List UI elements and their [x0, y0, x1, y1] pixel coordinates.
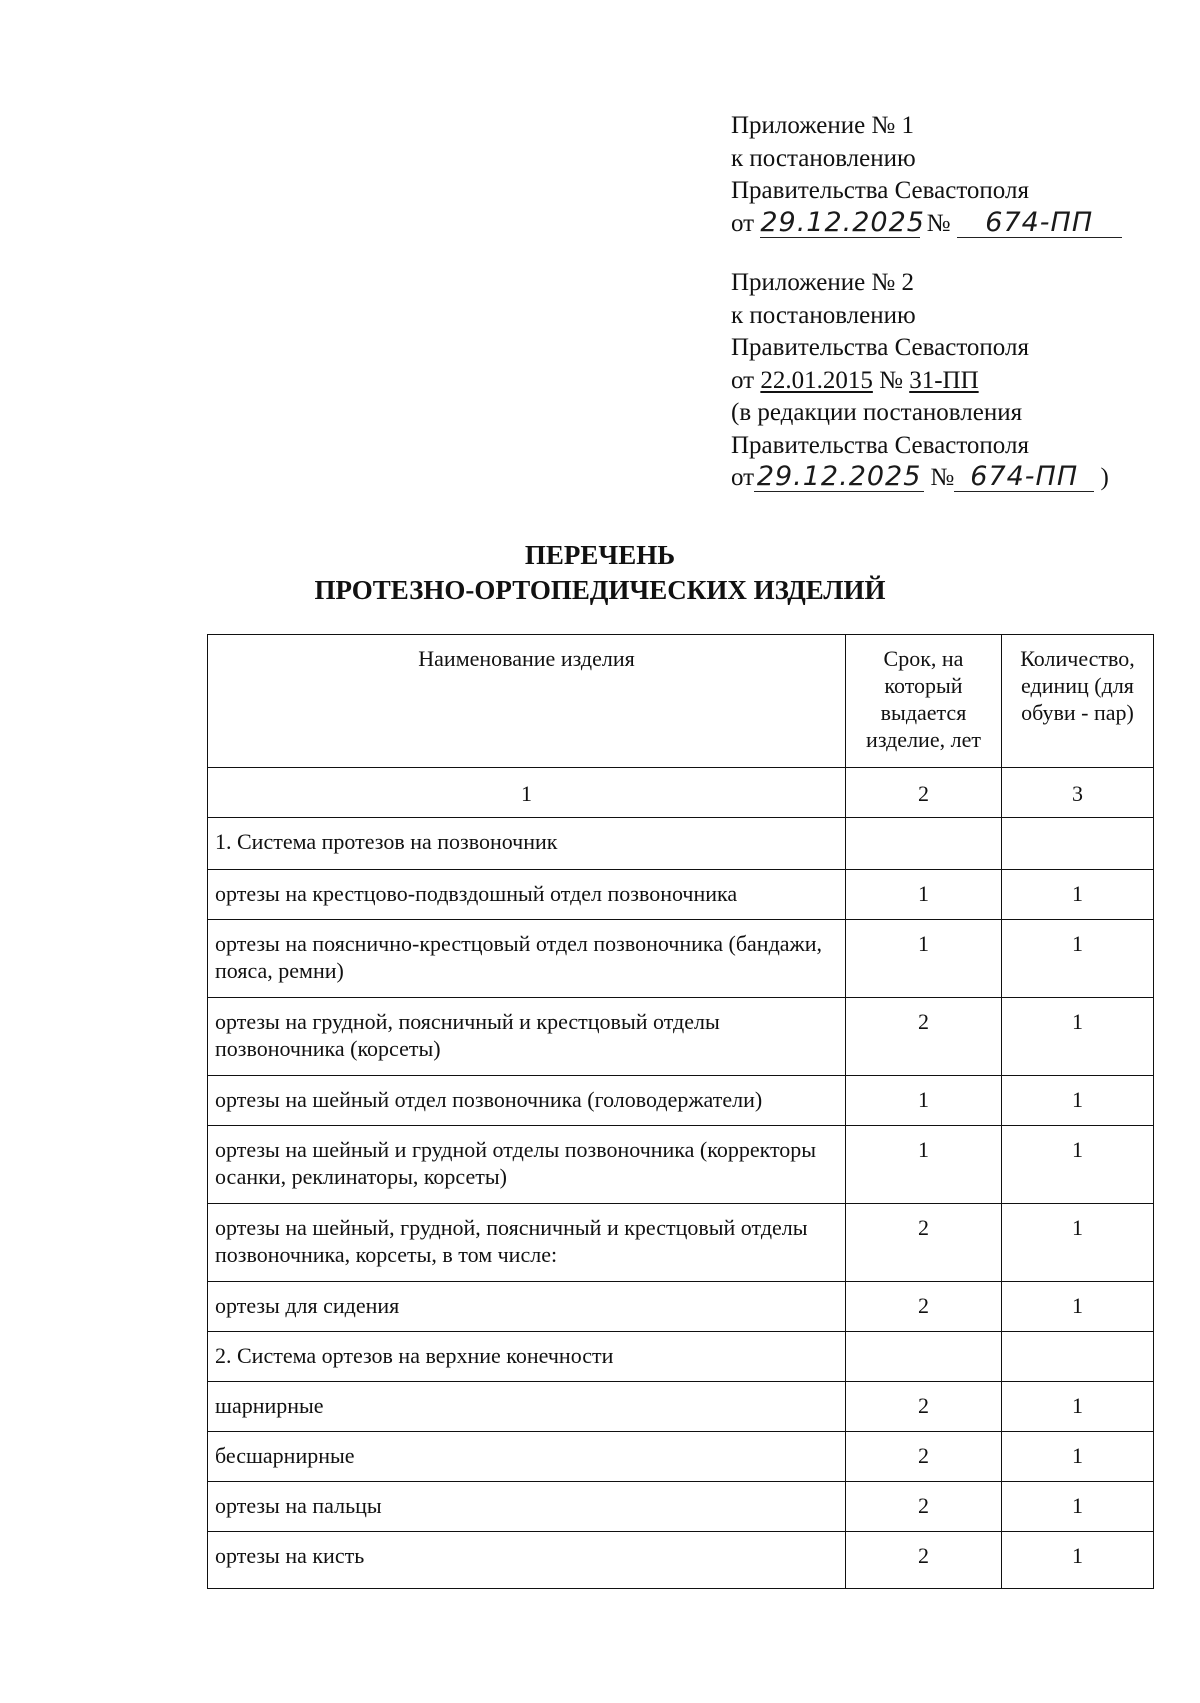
column-number-3: 3 — [1002, 768, 1154, 818]
quantity-cell: 1 — [1002, 1532, 1154, 1589]
appendix-2-original-number: 31-ПП — [909, 366, 979, 394]
appendix-2-handwritten-date: 29.12.2025 — [754, 463, 924, 492]
quantity-cell: 1 — [1002, 870, 1154, 920]
term-cell: 2 — [846, 1204, 1002, 1282]
appendix-2-edition-from-label: от — [731, 464, 755, 491]
appendix-1-to-resolution: к постановлению — [731, 144, 916, 172]
table-row — [208, 1282, 1154, 1332]
product-name-cell: 1. Система протезов на позвоночник — [208, 818, 846, 870]
table-row — [208, 870, 1154, 920]
appendix-2-from-label: от — [731, 366, 755, 394]
table-header-row — [208, 635, 1154, 768]
table-row — [208, 1204, 1154, 1282]
appendix-2-government: Правительства Севастополя — [731, 334, 1029, 361]
quantity-cell: 1 — [1002, 998, 1154, 1076]
appendix-2-handwritten-number: 674-ПП — [954, 463, 1094, 492]
appendix-2-original-date: 22.01.2015 — [760, 366, 873, 394]
column-number-2: 2 — [846, 768, 1002, 818]
appendix-2-edition-date-line — [731, 462, 1151, 495]
product-name-cell: 2. Система ортезов на верхние конечности — [208, 1332, 846, 1382]
document-subtitle: ПРОТЕЗНО-ОРТОПЕДИЧЕСКИХ ИЗДЕЛИЙ — [314, 575, 886, 605]
header-term: Срок, на который выдается изделие, лет — [846, 635, 1002, 768]
product-name-cell: ортезы на пояснично-крестцовый отдел позвоночника (бандажи, пояса, ремни) — [208, 920, 846, 998]
header-product-name: Наименование изделия — [208, 635, 846, 768]
appendix-2-block — [731, 267, 1151, 495]
appendix-2-original-date-line — [731, 365, 1151, 398]
table-row — [208, 1382, 1154, 1432]
appendix-1-block — [731, 110, 1151, 240]
term-cell: 2 — [846, 998, 1002, 1076]
quantity-cell: 1 — [1002, 920, 1154, 998]
appendix-1-handwritten-number: 674-ПП — [957, 209, 1122, 238]
quantity-cell: 1 — [1002, 1482, 1154, 1532]
appendix-2-edition-number-label: № — [930, 464, 955, 491]
appendix-2-to-resolution: к постановлению — [731, 301, 916, 329]
term-cell: 2 — [846, 1482, 1002, 1532]
product-name-cell: ортезы на шейный отдел позвоночника (головодержатели) — [208, 1076, 846, 1126]
table-row — [208, 1126, 1154, 1204]
appendix-1-date-line — [731, 208, 1151, 241]
appendix-1-government: Правительства Севастополя — [731, 177, 1029, 204]
product-name-cell: шарнирные — [208, 1382, 846, 1432]
document-title: ПЕРЕЧЕНЬ — [524, 540, 676, 570]
product-name-cell: ортезы на грудной, поясничный и крестцовый отделы позвоночника (корсеты) — [208, 998, 846, 1076]
table-row — [208, 1332, 1154, 1382]
column-number-1: 1 — [208, 768, 846, 818]
appendix-2-heading: Приложение № 2 — [731, 269, 915, 296]
appendix-2-edition-note: (в редакции постановления — [731, 399, 1023, 426]
table-row — [208, 1482, 1154, 1532]
product-name-cell: ортезы на пальцы — [208, 1482, 846, 1532]
appendix-2-number-label: № — [879, 366, 903, 394]
product-name-cell: бесшарнирные — [208, 1432, 846, 1482]
quantity-cell: 1 — [1002, 1432, 1154, 1482]
term-cell: 1 — [846, 920, 1002, 998]
table-row — [208, 818, 1154, 870]
table-row — [208, 1532, 1154, 1589]
table-row — [208, 1432, 1154, 1482]
term-cell: 2 — [846, 1432, 1002, 1482]
appendix-1-number-label: № — [926, 209, 951, 237]
quantity-cell: 1 — [1002, 1204, 1154, 1282]
table-row — [208, 998, 1154, 1076]
product-name-cell: ортезы на шейный и грудной отделы позвоночника (корректоры осанки, реклинаторы, корсеты) — [208, 1126, 846, 1204]
term-cell: 2 — [846, 1282, 1002, 1332]
products-table — [207, 634, 1154, 1589]
term-cell — [846, 1332, 1002, 1382]
appendix-2-edition-government: Правительства Севастополя — [731, 431, 1029, 459]
table-row — [208, 1076, 1154, 1126]
appendix-1-handwritten-date: 29.12.2025 — [760, 206, 925, 238]
quantity-cell: 1 — [1002, 1076, 1154, 1126]
quantity-cell: 1 — [1002, 1126, 1154, 1204]
column-numbers-row — [208, 768, 1154, 818]
term-cell — [846, 818, 1002, 870]
product-name-cell: ортезы на кисть — [208, 1532, 846, 1589]
appendix-1-heading: Приложение № 1 — [731, 112, 915, 139]
table-row — [208, 920, 1154, 998]
quantity-cell — [1002, 1332, 1154, 1382]
product-name-cell: ортезы на крестцово-подвздошный отдел позвоночника — [208, 870, 846, 920]
appendix-1-from-label: от — [731, 209, 755, 237]
term-cell: 2 — [846, 1382, 1002, 1432]
term-cell: 1 — [846, 1126, 1002, 1204]
term-cell: 2 — [846, 1532, 1002, 1589]
quantity-cell: 1 — [1002, 1382, 1154, 1432]
quantity-cell — [1002, 818, 1154, 870]
product-name-cell: ортезы на шейный, грудной, поясничный и крестцовый отделы позвоночника, корсеты, в том числе: — [208, 1204, 846, 1282]
product-name-cell: ортезы для сидения — [208, 1282, 846, 1332]
term-cell: 1 — [846, 1076, 1002, 1126]
header-quantity: Количество, единиц (для обуви - пар) — [1002, 635, 1154, 768]
term-cell: 1 — [846, 870, 1002, 920]
appendix-2-close-paren: ) — [1100, 464, 1109, 491]
quantity-cell: 1 — [1002, 1282, 1154, 1332]
